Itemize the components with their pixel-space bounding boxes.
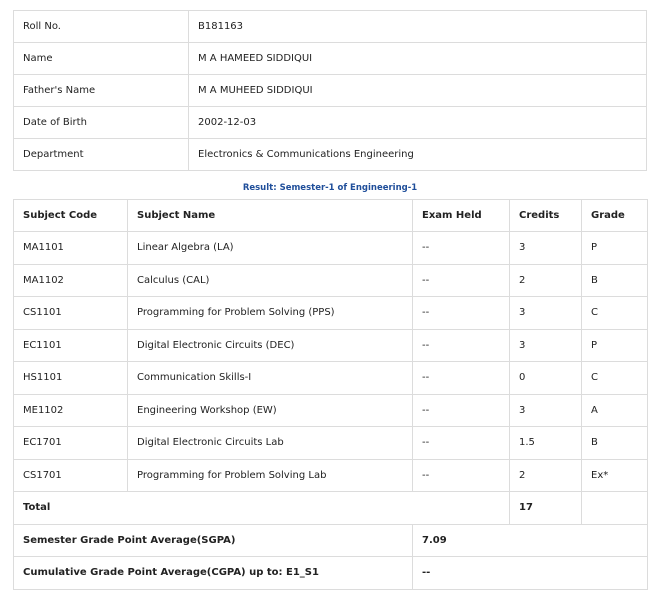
subject-name: Digital Electronic Circuits Lab (128, 427, 413, 460)
grade: C (582, 362, 648, 395)
exam-held: -- (413, 362, 510, 395)
roll-row (14, 11, 647, 43)
table-row (14, 459, 648, 492)
grades-table (13, 199, 648, 590)
subject-code: HS1101 (14, 362, 128, 395)
credits: 1.5 (510, 427, 582, 460)
col-header-subject-code: Subject Code (14, 200, 128, 232)
grade: B (582, 264, 648, 297)
subject-name: Programming for Problem Solving (PPS) (128, 297, 413, 330)
credits: 3 (510, 394, 582, 427)
total-label: Total (14, 492, 510, 525)
subject-code: CS1701 (14, 459, 128, 492)
credits: 2 (510, 264, 582, 297)
subject-name: Engineering Workshop (EW) (128, 394, 413, 427)
cgpa-value: -- (413, 557, 648, 590)
grades-header-row (14, 200, 648, 232)
name-label: Name (14, 43, 189, 75)
exam-held: -- (413, 232, 510, 265)
subject-name: Digital Electronic Circuits (DEC) (128, 329, 413, 362)
department-row (14, 139, 647, 171)
exam-held: -- (413, 394, 510, 427)
subject-code: EC1101 (14, 329, 128, 362)
exam-held: -- (413, 297, 510, 330)
table-row (14, 394, 648, 427)
total-row (14, 492, 648, 525)
grade: C (582, 297, 648, 330)
sgpa-row (14, 524, 648, 557)
credits: 3 (510, 297, 582, 330)
exam-held: -- (413, 427, 510, 460)
table-row (14, 362, 648, 395)
roll-label: Roll No. (14, 11, 189, 43)
table-row (14, 297, 648, 330)
table-row (14, 427, 648, 460)
cgpa-label: Cumulative Grade Point Average(CGPA) up to: E1_S1 (14, 557, 413, 590)
dob-value: 2002-12-03 (189, 107, 647, 139)
father-row (14, 75, 647, 107)
grade: B (582, 427, 648, 460)
dob-row (14, 107, 647, 139)
subject-name: Programming for Problem Solving Lab (128, 459, 413, 492)
grade: A (582, 394, 648, 427)
dob-label: Date of Birth (14, 107, 189, 139)
grade: P (582, 232, 648, 265)
student-info-table (13, 10, 647, 171)
exam-held: -- (413, 459, 510, 492)
father-label: Father's Name (14, 75, 189, 107)
cgpa-row (14, 557, 648, 590)
table-row (14, 264, 648, 297)
total-credits: 17 (510, 492, 582, 525)
father-value: M A MUHEED SIDDIQUI (189, 75, 647, 107)
name-value: M A HAMEED SIDDIQUI (189, 43, 647, 75)
table-row (14, 232, 648, 265)
col-header-subject-name: Subject Name (128, 200, 413, 232)
credits: 0 (510, 362, 582, 395)
credits: 2 (510, 459, 582, 492)
department-value: Electronics & Communications Engineering (189, 139, 647, 171)
col-header-credits: Credits (510, 200, 582, 232)
subject-name: Calculus (CAL) (128, 264, 413, 297)
credits: 3 (510, 232, 582, 265)
result-title: Result: Semester-1 of Engineering-1 (242, 183, 418, 193)
subject-code: EC1701 (14, 427, 128, 460)
grade: P (582, 329, 648, 362)
col-header-grade: Grade (582, 200, 648, 232)
sgpa-value: 7.09 (413, 524, 648, 557)
name-row (14, 43, 647, 75)
credits: 3 (510, 329, 582, 362)
grade: Ex* (582, 459, 648, 492)
sgpa-label: Semester Grade Point Average(SGPA) (14, 524, 413, 557)
total-grade-empty (582, 492, 648, 525)
col-header-exam-held: Exam Held (413, 200, 510, 232)
subject-code: MA1102 (14, 264, 128, 297)
subject-code: MA1101 (14, 232, 128, 265)
roll-value: B181163 (189, 11, 647, 43)
department-label: Department (14, 139, 189, 171)
subject-code: ME1102 (14, 394, 128, 427)
subject-code: CS1101 (14, 297, 128, 330)
subject-name: Linear Algebra (LA) (128, 232, 413, 265)
table-row (14, 329, 648, 362)
exam-held: -- (413, 264, 510, 297)
subject-name: Communication Skills-I (128, 362, 413, 395)
exam-held: -- (413, 329, 510, 362)
